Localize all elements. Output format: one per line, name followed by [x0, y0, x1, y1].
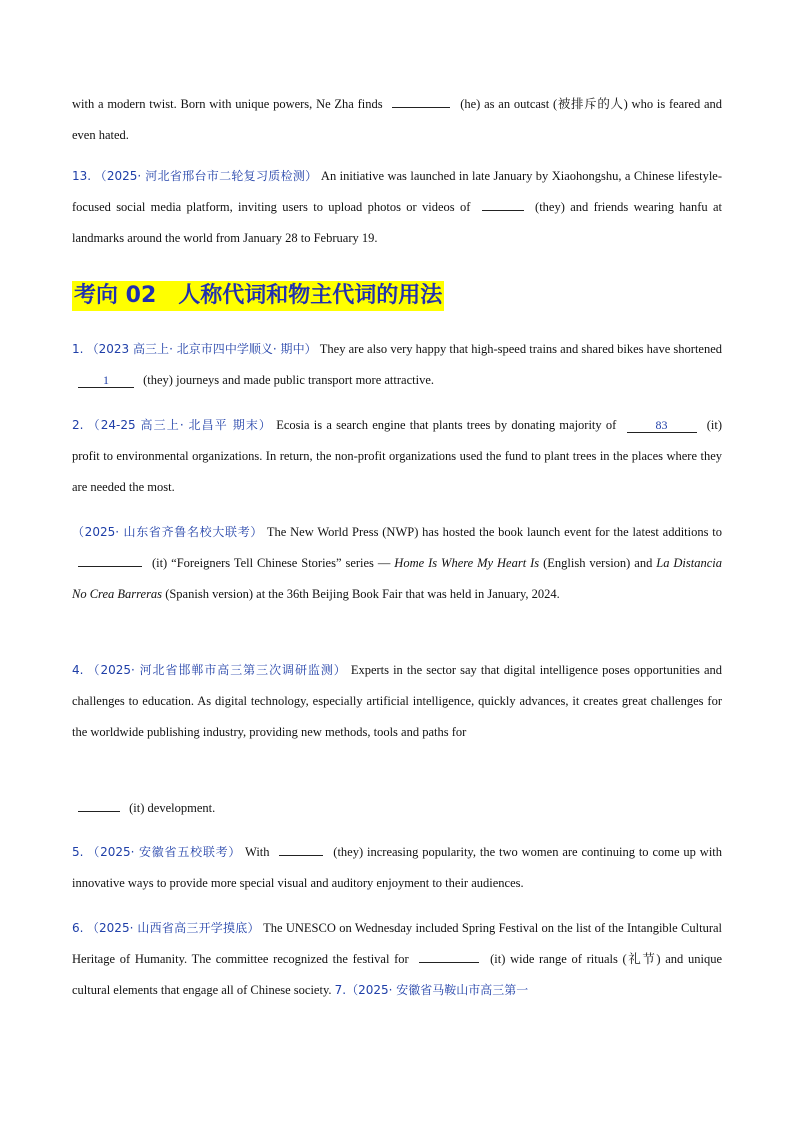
answer-blank[interactable] — [482, 210, 524, 211]
section-label: 考向 02 — [74, 283, 157, 308]
answer-blank[interactable] — [78, 811, 120, 812]
question-source: （2025· 山东省齐鲁名校大联考） — [72, 525, 264, 539]
section-heading — [72, 281, 444, 311]
question-source: （2025· 山西省高三开学摸底） — [86, 921, 260, 935]
question-12-tail: with a modern twist. Born with unique powers, Ne Zha finds (he) as an outcast (被排斥的人) who is feared and even hated. — [72, 97, 723, 142]
question-5: 5. （2025· 安徽省五校联考） With (they) increasing popularity, the two women are continuing to come up with innovative ways to provide more special visual and auditory enjoyment to their audiences. — [72, 845, 723, 890]
question-source: （2025· 河北省邢台市二轮复习质检测） — [94, 169, 318, 183]
answer-blank[interactable] — [279, 855, 323, 856]
question-1: 1. （2023 高三上· 北京市四中学顺义· 期中） They are also very happy that high-speed trains and shared bikes have shortened 1 (they) journeys and made public transport more attractive. — [72, 342, 723, 387]
question-2: 2. （24-25 高三上· 北昌平 期末） Ecosia is a search engine that plants trees by donating majority of 83 (it) profit to environmental organizations. In return, the non-profit organizations used the fund to plant trees in the places where they are needed the most. — [72, 418, 722, 494]
question-3: （2025· 山东省齐鲁名校大联考） The New World Press (NWP) has hosted the book launch event for the latest additions to (it) “Foreigners Tell Chinese Stories” series — Home Is Where My Heart Is (English version) and La Distancia No Crea Barreras (Spanish version) at the 36th Beijing Book Fair that was held in January, 2024. — [72, 525, 723, 601]
question-4-continuation: (it) development. — [72, 793, 722, 824]
question-13: 13. （2025· 河北省邢台市二轮复习质检测） An initiative was launched in late January by Xiaohongshu, a Chinese lifestyle-focused social media platform, inviting users to upload photos or videos of (they) and friends wearing hanfu at landmarks around the world from January 28 to February 19. — [72, 169, 723, 245]
answer-blank[interactable] — [392, 107, 450, 108]
answer-blank[interactable] — [419, 962, 479, 963]
question-source: （2025· 安徽省马鞍山市高三第一 — [346, 983, 529, 997]
answer-blank[interactable]: 1 — [78, 373, 134, 388]
question-source: （2023 高三上· 北京市四中学顺义· 期中） — [86, 342, 317, 356]
answer-blank[interactable]: 83 — [627, 418, 697, 433]
question-source: （2025· 安徽省五校联考） — [87, 845, 242, 859]
question-source: （24-25 高三上· 北昌平 期末） — [87, 418, 273, 432]
question-source: （2025· 河北省邯郸市高三第三次调研监测） — [87, 663, 347, 677]
answer-blank[interactable] — [78, 566, 142, 567]
question-4: 4. （2025· 河北省邯郸市高三第三次调研监测） Experts in the sector say that digital intelligence poses opportunities and challenges to education. As digital technology, especially artificial intelligence, quickly advances, it creates great challenges for the worldwide publishing industry, providing new methods, tools and paths for — [72, 663, 723, 739]
question-6: 6. （2025· 山西省高三开学摸底） The UNESCO on Wednesday included Spring Festival on the list of the Intangible Cultural Heritage of Humanity. The committee recognized the festival for (it) wide range of rituals (礼节) and unique cultural elements that engage all of Chinese society. 7.（2025· 安徽省马鞍山市高三第一 — [72, 921, 723, 997]
section-title: 人称代词和物主代词的用法 — [178, 283, 443, 308]
